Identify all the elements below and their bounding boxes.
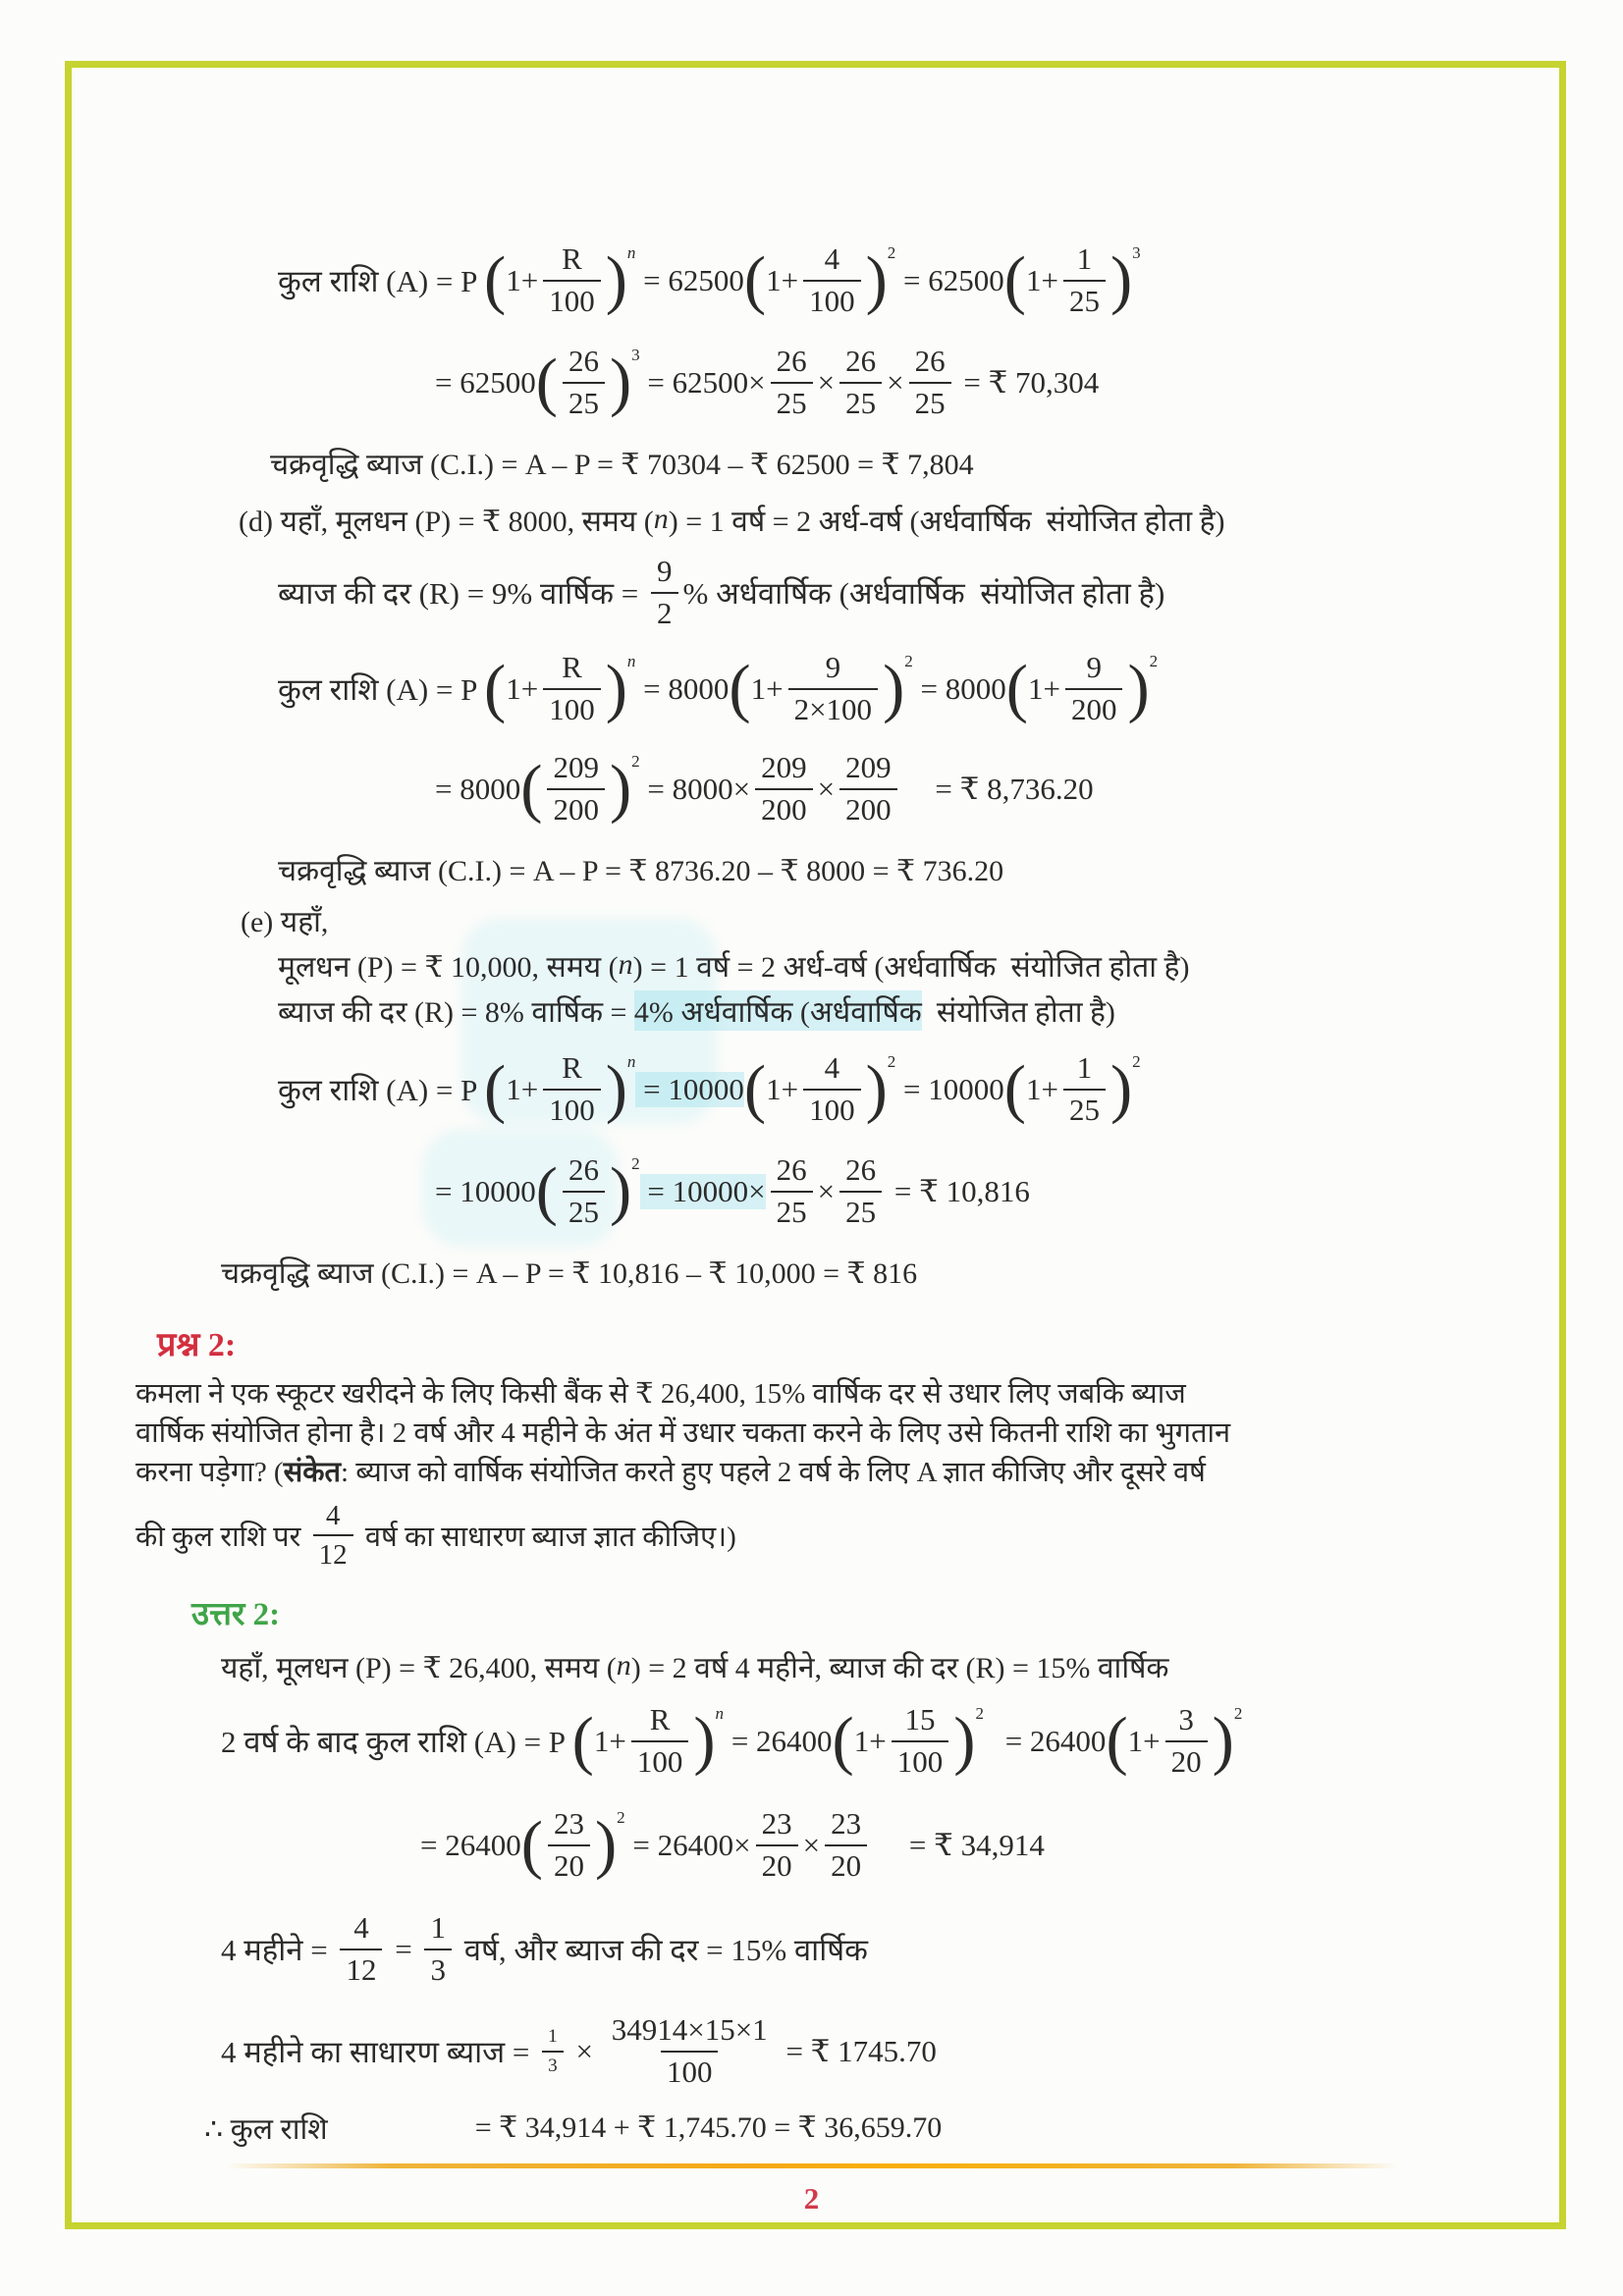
math-text: =: [387, 1932, 420, 1966]
paren-close-group: [606, 651, 636, 726]
fraction-denominator: 20: [825, 1844, 867, 1884]
fraction-numerator: 9: [657, 554, 673, 589]
math-fraction: [548, 1807, 590, 1883]
paren-open-icon: (: [832, 1705, 854, 1778]
formula-26400-product: [420, 1798, 1554, 1893]
math-fraction: [788, 651, 878, 726]
fraction-denominator: 25: [771, 382, 813, 421]
math-fraction: [909, 345, 951, 420]
fraction-denominator: 25: [1063, 1089, 1106, 1128]
math-fraction: [313, 1500, 353, 1572]
formula-10000-product: [435, 1145, 1554, 1239]
math-text: = ₹ 34,914 + ₹ 1,745.70 = ₹ 36,659.70: [474, 2110, 943, 2144]
fraction-denominator: 100: [543, 688, 601, 727]
paren-close-icon: ): [609, 1155, 632, 1228]
paren-open-icon: (: [1003, 244, 1026, 317]
math-text: 2 वर्ष के बाद कुल राशि (A) = P: [221, 1725, 572, 1759]
exponent: 3: [1132, 243, 1141, 263]
math-fraction: [563, 1153, 605, 1229]
math-text: 4 महीने का साधारण ब्याज =: [221, 2035, 538, 2069]
fraction-numerator: 26: [776, 1152, 807, 1188]
math-fraction: [1165, 1703, 1208, 1779]
math-text: ×: [802, 1828, 821, 1862]
paren-close-icon: ): [865, 1053, 888, 1126]
math-text: 1+: [1127, 1724, 1161, 1758]
math-text: ब्याज की दर (R) = 8% वार्षिक =: [278, 995, 634, 1029]
math-text: मूलधन (P) = ₹ 10,000, समय (: [278, 950, 619, 984]
fraction-denominator: 3: [424, 1949, 452, 1988]
fraction-numerator: 26: [845, 344, 877, 379]
math-text: 4 महीने =: [221, 1933, 336, 1967]
fraction-denominator: 3: [542, 2051, 564, 2077]
fraction-denominator: 100: [803, 1089, 861, 1128]
paren-close-icon: ): [953, 1705, 976, 1778]
paren-close-group: [866, 242, 896, 318]
paren-close-group: [866, 1051, 896, 1127]
math-fraction: [771, 1153, 813, 1229]
math-text: संकेत: [283, 1456, 341, 1488]
formula-a-26400: [221, 1694, 1554, 1789]
fraction-numerator: R: [562, 650, 582, 685]
math-fraction: [839, 1153, 882, 1229]
fraction-denominator: 25: [909, 382, 951, 421]
math-text: ) = 1 वर्ष = 2 अर्ध-वर्ष (अर्धवार्षिक संयोजित होता है): [632, 950, 1190, 984]
paren-open-icon: (: [520, 753, 543, 826]
formula-a-8000: [278, 642, 1554, 736]
paren-close-icon: ): [605, 653, 627, 725]
paren-open-icon: (: [1003, 1053, 1026, 1126]
math-fraction: [424, 1911, 452, 1987]
math-text: कुल राशि (A) = P: [278, 1073, 484, 1107]
math-variable: n: [653, 503, 669, 535]
paren-open-icon: (: [520, 1809, 543, 1882]
paren-close-group: [1110, 1051, 1141, 1127]
math-text: = ₹ 10,816: [887, 1174, 1030, 1208]
math-fraction: [606, 2013, 774, 2089]
math-fraction: [756, 1807, 798, 1883]
math-text: = 10000: [435, 1174, 536, 1208]
paren-close-group: [606, 242, 636, 318]
exponent: 2: [904, 652, 913, 671]
math-text: ×: [817, 1174, 836, 1208]
math-text: = 26400: [997, 1724, 1107, 1758]
paren-close-group: [610, 1153, 640, 1229]
math-fraction: [803, 1051, 861, 1127]
math-text: की कुल राशि पर: [135, 1521, 308, 1553]
math-text: = 62500: [635, 263, 744, 297]
paren-close-icon: ): [1109, 244, 1133, 317]
math-text: = 10000×: [639, 1174, 766, 1208]
math-text: = 10000: [895, 1072, 1004, 1106]
fraction-denominator: 20: [756, 1844, 798, 1884]
math-text: चक्रवृद्धि ब्याज (C.I.) = A – P = ₹ 70304 – ₹ 62500 = ₹ 7,804: [270, 448, 974, 481]
math-text: = 26400: [724, 1724, 833, 1758]
math-fraction: [892, 1703, 949, 1779]
fraction-denominator: 200: [839, 788, 897, 828]
paren-close-group: [1213, 1703, 1243, 1779]
math-text: = ₹ 70,304: [955, 365, 1100, 400]
fraction-numerator: R: [562, 1050, 582, 1086]
formula-a-10000: [278, 1042, 1554, 1137]
exponent: 2: [1132, 1052, 1141, 1072]
simple-interest-line: [221, 2004, 1554, 2099]
paren-close-icon: ): [605, 1053, 627, 1126]
question-para-line3: [135, 1451, 1554, 1490]
exponent: n: [626, 1052, 636, 1072]
math-fraction: [839, 345, 882, 420]
fraction-denominator: 100: [543, 280, 601, 319]
fraction-denominator: 100: [892, 1740, 949, 1780]
math-text: = 8000: [912, 671, 1006, 706]
exponent: 2: [631, 1154, 640, 1174]
exponent: 2: [631, 752, 640, 772]
exponent: 2: [975, 1704, 984, 1724]
fraction-denominator: 25: [839, 382, 882, 421]
math-text: कमला ने एक स्कूटर खरीदने के लिए किसी बैंक से ₹ 26,400, 15% वार्षिक दर से उधार लिए जबकि ब्याज: [135, 1377, 1186, 1410]
math-text: 1+: [506, 1072, 539, 1106]
fraction-denominator: 100: [631, 1740, 689, 1780]
paren-open-icon: (: [484, 1053, 507, 1126]
fraction-denominator: 25: [771, 1191, 813, 1230]
math-text: ×: [817, 365, 836, 400]
fraction-denominator: 100: [803, 280, 861, 319]
math-text: ∴ कुल राशि: [204, 2112, 328, 2146]
paren-open-icon: (: [535, 347, 558, 419]
math-fraction: [340, 1911, 382, 1987]
fraction-numerator: 26: [776, 344, 807, 379]
math-text: : ब्याज को वार्षिक संयोजित करते हुए पहले 2 वर्ष के लिए A ज्ञात कीजिए और दूसरे वर्ष: [341, 1456, 1206, 1488]
fraction-denominator: 200: [755, 788, 813, 828]
fraction-numerator: 1: [430, 1910, 446, 1946]
fraction-denominator: 25: [563, 1191, 605, 1230]
exponent: 2: [887, 243, 896, 263]
fraction-numerator: R: [649, 1702, 671, 1737]
exponent: n: [626, 652, 636, 671]
exponent: 2: [1149, 652, 1159, 671]
math-fraction: [1063, 242, 1106, 318]
fraction-denominator: 200: [1065, 688, 1123, 727]
math-text: = 8000×: [639, 772, 751, 806]
answer-heading: [191, 1588, 1554, 1635]
math-text: 1+: [766, 263, 799, 297]
math-text: (d) यहाँ, मूलधन (P) = ₹ 8000, समय (: [239, 505, 654, 538]
question-para-line2: [135, 1412, 1554, 1451]
math-text: ) = 2 वर्ष 4 महीने, ब्याज की दर (R) = 15% वार्षिक: [630, 1651, 1169, 1684]
math-variable: n: [618, 948, 633, 981]
math-text: (e) यहाँ,: [241, 905, 329, 938]
fraction-denominator: 25: [563, 382, 605, 421]
fraction-numerator: 3: [1178, 1702, 1194, 1737]
paren-close-icon: ): [1109, 1053, 1133, 1126]
paren-open-icon: (: [743, 244, 767, 317]
content-lines: [135, 234, 1554, 2150]
math-text: कुल राशि (A) = P: [278, 672, 484, 707]
paren-close-icon: ): [594, 1809, 618, 1882]
fraction-numerator: 23: [553, 1806, 584, 1842]
paren-close-icon: ): [609, 753, 632, 826]
paren-close-group: [1127, 651, 1158, 726]
math-fraction: [543, 651, 601, 726]
math-text: ×: [568, 2034, 601, 2068]
math-text: % अर्धवार्षिक (अर्धवार्षिक संयोजित होता है): [682, 576, 1165, 611]
ci-line-d: [278, 846, 1554, 891]
fraction-numerator: 209: [845, 750, 892, 785]
math-text: वर्ष का साधारण ब्याज ज्ञात कीजिए।): [357, 1521, 736, 1553]
paren-open-icon: (: [484, 653, 507, 725]
paren-close-icon: ): [609, 347, 632, 419]
fraction-numerator: 4: [824, 241, 840, 277]
paren-close-icon: ): [605, 244, 627, 317]
math-variable: n: [616, 1649, 631, 1682]
fraction-numerator: 209: [761, 750, 807, 785]
math-text: ×: [887, 365, 904, 400]
formula-a-62500: [278, 234, 1554, 328]
fraction-denominator: 12: [313, 1534, 353, 1571]
paren-open-icon: (: [729, 653, 751, 725]
math-text: = 62500×: [639, 365, 766, 400]
math-text: करना पड़ेगा? (: [135, 1456, 284, 1488]
fraction-numerator: 23: [761, 1806, 792, 1842]
fraction-denominator: 20: [548, 1844, 590, 1884]
part-d-rate: [278, 546, 1554, 640]
exponent: 2: [887, 1052, 896, 1072]
math-text: ×: [817, 772, 836, 806]
fraction-numerator: 4: [325, 1499, 341, 1531]
fraction-numerator: 209: [553, 750, 599, 785]
ci-line-e: [221, 1249, 1554, 1294]
footer-divider: [225, 2163, 1398, 2168]
math-fraction: [543, 242, 601, 318]
paren-close-group: [693, 1703, 724, 1779]
fraction-denominator: 100: [543, 1089, 601, 1128]
math-text: = ₹ 1745.70: [778, 2034, 937, 2068]
paren-close-group: [883, 651, 913, 726]
page-number: 2: [803, 2181, 820, 2216]
fraction-numerator: R: [562, 241, 582, 277]
math-fraction: [839, 751, 897, 827]
paren-open-icon: (: [1106, 1705, 1128, 1778]
math-text: = 62500: [435, 365, 536, 400]
paren-close-group: [610, 345, 640, 420]
question-para-line1: [135, 1372, 1554, 1412]
exponent: 3: [631, 346, 640, 365]
question-heading: [157, 1317, 1554, 1368]
math-text: 1+: [1027, 671, 1060, 706]
math-text: = 62500: [895, 263, 1004, 297]
math-text: = ₹ 8,736.20: [927, 772, 1094, 806]
part-e-rate: [278, 988, 1554, 1033]
math-text: 4% अर्धवार्षिक (अर्धवार्षिक: [634, 990, 922, 1031]
math-fraction: [543, 1051, 601, 1127]
math-text: ब्याज की दर (R) = 9% वार्षिक =: [278, 576, 647, 611]
fraction-denominator: 200: [547, 788, 605, 828]
math-text: उत्तर 2:: [191, 1596, 281, 1632]
total-amount-line: [204, 2105, 1554, 2150]
math-text: = 26400: [420, 1828, 521, 1862]
math-text: 1+: [593, 1724, 626, 1758]
math-text: वार्षिक संयोजित होना है। 2 वर्ष और 4 महीने के अंत में उधार चकता करने के लिए उसे कितनी राशि का भुगतान: [135, 1416, 1231, 1449]
math-text: चक्रवृद्धि ब्याज (C.I.) = A – P = ₹ 10,816 – ₹ 10,000 = ₹ 816: [221, 1256, 918, 1290]
fraction-denominator: 100: [661, 2051, 719, 2090]
fraction-numerator: 15: [904, 1702, 936, 1737]
four-months-fraction-line: [221, 1902, 1554, 1997]
math-text: 1+: [1025, 1072, 1058, 1106]
fraction-denominator: 2×100: [788, 688, 878, 727]
fraction-numerator: 26: [845, 1152, 877, 1188]
math-text: प्रश्न 2:: [157, 1327, 237, 1363]
paren-open-icon: (: [484, 244, 507, 317]
answer-given-line: [221, 1643, 1554, 1688]
exponent: n: [626, 243, 636, 263]
fraction-numerator: 4: [824, 1050, 840, 1086]
fraction-numerator: 23: [831, 1806, 862, 1842]
part-d-intro: [239, 497, 1554, 542]
math-text: 1+: [506, 263, 539, 297]
exponent: 2: [1233, 1704, 1243, 1724]
paren-close-group: [1110, 242, 1141, 318]
fraction-numerator: 4: [353, 1910, 369, 1946]
math-text: 1+: [853, 1724, 887, 1758]
paren-close-group: [953, 1703, 984, 1779]
math-fraction: [542, 2026, 564, 2076]
math-text: संयोजित होता है): [921, 995, 1115, 1029]
paren-close-icon: ): [883, 653, 905, 725]
fraction-numerator: 9: [825, 650, 841, 685]
math-text: = ₹ 34,914: [901, 1828, 1045, 1862]
paren-close-group: [610, 751, 640, 827]
math-fraction: [803, 242, 861, 318]
math-fraction: [563, 345, 605, 420]
fraction-denominator: 25: [1063, 280, 1106, 319]
math-text: 1+: [766, 1072, 799, 1106]
math-fraction: [825, 1807, 867, 1883]
exponent: 2: [617, 1808, 625, 1828]
fraction-numerator: 26: [568, 1152, 599, 1188]
math-text: यहाँ, मूलधन (P) = ₹ 26,400, समय (: [221, 1651, 617, 1684]
math-text: = 26400×: [624, 1828, 751, 1862]
fraction-numerator: 1: [548, 2026, 558, 2048]
math-text: = 10000: [635, 1072, 744, 1106]
question-para-line4: [135, 1494, 1554, 1576]
paren-close-icon: ): [865, 244, 888, 317]
fraction-numerator: 1: [1076, 1050, 1093, 1086]
part-e-principal: [278, 942, 1554, 988]
fraction-denominator: 20: [1165, 1740, 1208, 1780]
fraction-numerator: 34914×15×1: [611, 2012, 768, 2048]
fraction-denominator: 2: [651, 592, 678, 631]
math-fraction: [631, 1703, 689, 1779]
fraction-denominator: 12: [340, 1949, 382, 1988]
math-text: = 8000: [435, 772, 521, 806]
math-text: वर्ष, और ब्याज की दर = 15% वार्षिक: [456, 1933, 868, 1967]
paren-close-group: [595, 1807, 625, 1883]
math-text: 1+: [1025, 263, 1058, 297]
fraction-denominator: 25: [839, 1191, 882, 1230]
part-e-label: [241, 897, 1554, 942]
formula-62500-product: [435, 336, 1554, 430]
fraction-numerator: 9: [1086, 650, 1102, 685]
math-fraction: [1065, 651, 1123, 726]
math-fraction: [1063, 1051, 1106, 1127]
fraction-numerator: 26: [914, 344, 946, 379]
paren-close-group: [606, 1051, 636, 1127]
exponent: n: [715, 1704, 725, 1724]
paren-open-icon: (: [535, 1155, 558, 1228]
math-text: = 8000: [635, 671, 730, 706]
math-text: कुल राशि (A) = P: [278, 264, 484, 298]
math-text: चक्रवृद्धि ब्याज (C.I.) = A – P = ₹ 8736.20 – ₹ 8000 = ₹ 736.20: [278, 854, 1004, 887]
paren-open-icon: (: [743, 1053, 767, 1126]
paren-close-icon: ): [1212, 1705, 1234, 1778]
paren-close-icon: ): [693, 1705, 716, 1778]
math-text: 1+: [750, 671, 784, 706]
math-fraction: [755, 751, 813, 827]
math-fraction: [651, 555, 678, 630]
math-text: 1+: [506, 671, 539, 706]
paren-close-icon: ): [1127, 653, 1150, 725]
math-text: ) = 1 वर्ष = 2 अर्ध-वर्ष (अर्धवार्षिक संयोजित होता है): [668, 505, 1225, 538]
fraction-numerator: 1: [1076, 241, 1093, 277]
formula-8000-product: [435, 742, 1554, 836]
ci-line-c: [270, 440, 1554, 485]
math-fraction: [771, 345, 813, 420]
paren-open-icon: (: [571, 1705, 594, 1778]
math-fraction: [547, 751, 605, 827]
paren-open-icon: (: [1005, 653, 1028, 725]
fraction-numerator: 26: [568, 344, 599, 379]
